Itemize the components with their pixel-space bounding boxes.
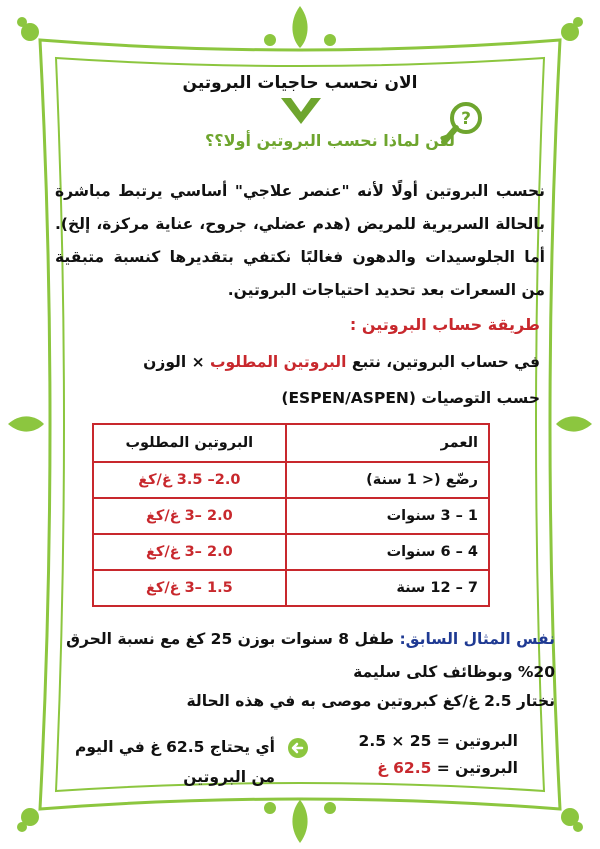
- calc-line-2: البروتين = 62.5 غ: [377, 759, 518, 777]
- cell-protein: 2.0 –3 غ/كغ: [93, 534, 286, 570]
- table-row: [93, 534, 489, 570]
- example-label: نفس المثال السابق:: [399, 630, 555, 648]
- daily-need: أي يحتاج 62.5 غ في اليوم من البروتين: [74, 738, 275, 786]
- section-question: لكن لماذا نحسب البروتين أولا؟؟: [205, 131, 455, 150]
- calculation: [318, 728, 518, 782]
- cell-protein: 2.0– 3.5 غ/كغ: [93, 462, 286, 498]
- cell-age: 7 – 12 سنة: [286, 570, 489, 606]
- header-protein: البروتين المطلوب: [93, 424, 286, 462]
- example-text: طفل 8 سنوات بوزن 25 كغ مع نسبة الحرق 20% وبوظائف كلى سليمة: [66, 630, 555, 681]
- table-row: [93, 498, 489, 534]
- table-row: [93, 570, 489, 606]
- cell-age: 4 – 6 سنوات: [286, 534, 489, 570]
- method-line-1: في حساب البروتين، نتبع البروتين المطلوب × الوزن: [143, 353, 540, 371]
- example-paragraph: [45, 623, 555, 689]
- cell-age: رضّع (< 1 سنة): [286, 462, 489, 498]
- calc-line-1: البروتين = 25 × 2.5: [358, 732, 518, 750]
- table-header-row: [93, 424, 489, 462]
- page-title: الان نحسب حاجيات البروتين: [182, 73, 418, 93]
- protein-table: [92, 423, 490, 607]
- header-age: العمر: [286, 424, 489, 462]
- cell-protein: 2.0 –3 غ/كغ: [93, 498, 286, 534]
- chevron-down-icon: [279, 96, 323, 126]
- cell-age: 1 – 3 سنوات: [286, 498, 489, 534]
- method-text: [60, 344, 540, 416]
- cell-protein: 1.5 –3 غ/كغ: [93, 570, 286, 606]
- svg-text:?: ?: [461, 109, 471, 129]
- intro-paragraph: نحسب البروتين أولًا لأنه "عنصر علاجي" أساسي يرتبط مباشرة بالحالة السريرية للمريض (هدم عضلي، جروح، عناية مركزة، إلخ). أما الجلوسيدات والدهون فغالبًا نكتفي بتقديرها كنسبة متبقية من السعرات بعد تحديد احتياجات البروتين.: [55, 182, 545, 299]
- method-line-2: حسب التوصيات (ESPEN/ASPEN): [281, 389, 540, 407]
- table-row: [93, 462, 489, 498]
- choice-line: نختار 2.5 غ/كغ كبروتين موصى به في هذه الحالة: [186, 692, 555, 710]
- arrow-left-icon: [287, 737, 309, 759]
- method-heading: طريقة حساب البروتين :: [349, 315, 540, 334]
